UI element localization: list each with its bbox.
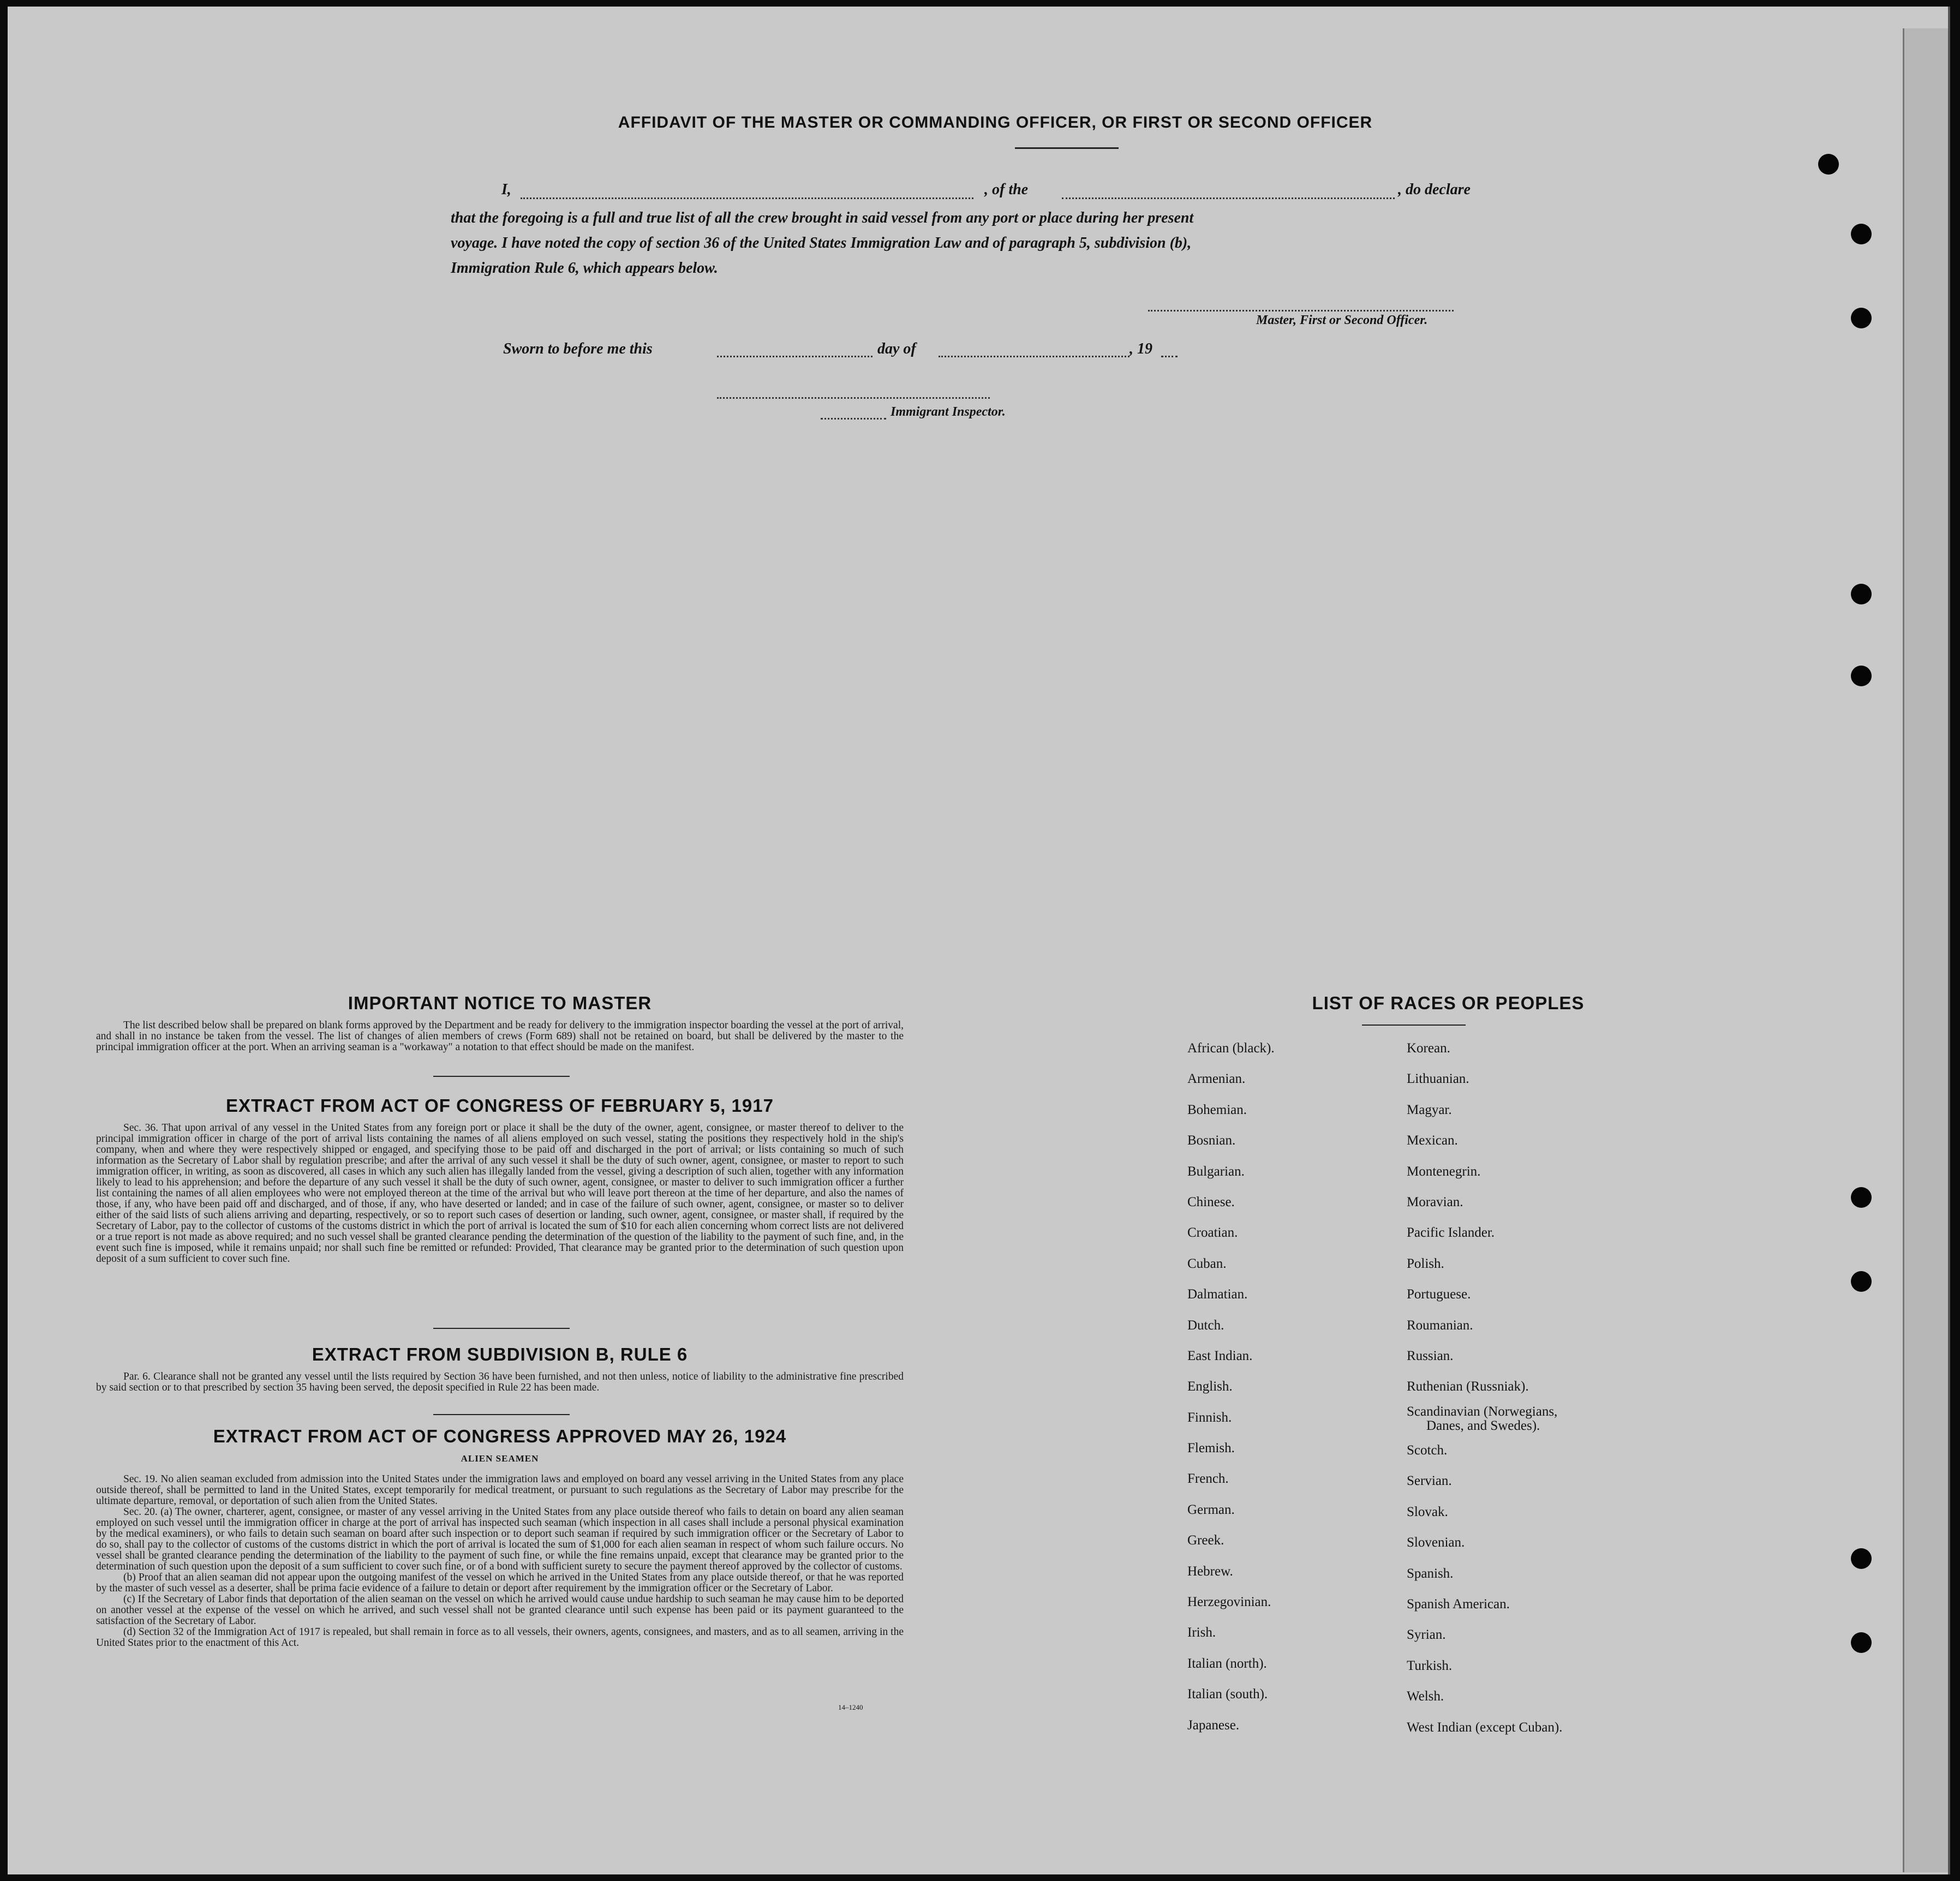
extract-rule6-text [96, 1371, 904, 1393]
binder-hole [1851, 1632, 1872, 1653]
race-item: Pacific Islander. [1407, 1225, 1495, 1241]
race-item: Italian (north). [1187, 1656, 1267, 1671]
binder-hole [1851, 1548, 1872, 1569]
race-item: Polish. [1407, 1256, 1444, 1271]
race-item: Russian. [1407, 1348, 1454, 1363]
inspector-signature-line-2[interactable] [821, 418, 886, 420]
affidavit-title: AFFIDAVIT OF THE MASTER OR COMMANDING OFFICER, OR FIRST OR SECOND OFFICER [618, 113, 1373, 131]
notice-text [96, 1020, 904, 1053]
extract-rule6-title: EXTRACT FROM SUBDIVISION B, RULE 6 [312, 1344, 688, 1364]
section-rule [433, 1328, 570, 1329]
master-signature-label: Master, First or Second Officer. [1256, 313, 1428, 327]
declarant-name-line[interactable] [521, 197, 973, 199]
race-item-line: Scandinavian (Norwegians, [1407, 1404, 1558, 1419]
document-sheet [8, 7, 1950, 1874]
race-item: Dalmatian. [1187, 1287, 1248, 1302]
affidavit-line-1: that the foregoing is a full and true list of all the crew brought in said vessel from any port or place during her present [451, 209, 1194, 226]
race-item: Flemish. [1187, 1441, 1235, 1456]
extract-1924-paragraph: (b) Proof that an alien seaman did not appear upon the outgoing manifest of the vessel on which he arrived in the United States from any place outside thereof, or that he was reported by the master of such vessel as a deserter, shall be prima facie evidence of a failure to detain or deport after requirement by the immigration officer or the Secretary of Labor. [96, 1572, 904, 1594]
binder-hole [1851, 1271, 1872, 1292]
race-item: Bulgarian. [1187, 1164, 1245, 1179]
binder-hole [1851, 1187, 1872, 1208]
extract-1924-text [96, 1474, 904, 1649]
race-item: Japanese. [1187, 1717, 1240, 1733]
race-item: English. [1187, 1379, 1233, 1394]
race-item: Herzegovinian. [1187, 1595, 1271, 1610]
race-item: Servian. [1407, 1473, 1452, 1489]
race-item: Italian (south). [1187, 1687, 1268, 1702]
race-item: Syrian. [1407, 1627, 1446, 1643]
binder-hole [1818, 154, 1839, 175]
race-item: Cuban. [1187, 1256, 1227, 1271]
race-item: Spanish. [1407, 1566, 1454, 1581]
race-item: Magyar. [1407, 1102, 1452, 1117]
sworn-day-line[interactable] [717, 356, 873, 357]
year-label: , 19 [1130, 340, 1152, 357]
race-item: French. [1187, 1471, 1229, 1487]
race-item: Ruthenian (Russniak). [1407, 1379, 1529, 1394]
extract-1917-paragraph: Sec. 36. That upon arrival of any vessel in the United States from any foreign port or place it shall be the duty of the owner, agent, consignee, or master thereof to deliver to the principal immigration officer in charge of the port of arrival lists containing the names of all aliens employed on such vessel, stating the positions they respectively hold in the ship's company, when and where they were respectively shipped or engaged, and specifying those to be paid off and discharged in the port of arrival; or lists containing so much of such information as the Secretary of Labor shall by regulation prescribe; and after the arrival of any such vessel it shall be the duty of such owner, agent, consignee, or master to report to such immigration officer, in writing, as soon as discovered, all cases in which any such alien has illegally landed from the vessel, giving a description of such alien, together with any information likely to lead to his apprehension; and before the departure of any such vessel it shall be the duty of such owner, agent, consignee, or master to deliver to such immigration officer a further list containing the names of all alien employees who were not employed thereon at the time of the arrival but who will leave port thereon at the time of her departure, and also the names of those, if any, who have been paid off and discharged, and of those, if any, who have deserted or landed; and in case of the failure of such owner, agent, consignee, or master so to deliver either of the said lists of such aliens arriving and departing, respectively, or so to report such cases of desertion or landing, such owner, agent, consignee, or master shall, if required by the Secretary of Labor, pay to the collector of customs of the customs district in which the port of arrival is located the sum of $10 for each alien concerning whom correct lists are not delivered or a true report is not made as above required; and no such vessel shall be granted clearance pending the determination of the question of the liability to the payment of such fine, and, in the event such fine is imposed, while it remains unpaid; nor shall such fine be remitted or refunded: Provided, That clearance may be granted prior to the determination of such question upon deposit of a sum sufficient to cover such fine. [96, 1122, 904, 1265]
race-item: Portuguese. [1407, 1287, 1471, 1302]
races-right-column [1407, 1033, 1562, 1743]
inspector-label: Immigrant Inspector. [891, 405, 1006, 419]
race-item: Spanish American. [1407, 1597, 1510, 1612]
race-item: Bosnian. [1187, 1133, 1236, 1148]
binder-hole [1851, 224, 1872, 244]
extract-1924-paragraph: (d) Section 32 of the Immigration Act of 1917 is repealed, but shall remain in force as to all vessels, their owners, agents, consignees, and masters, and as to all seamen, arriving in the United States prior to the enactment of this Act. [96, 1626, 904, 1649]
binder-hole [1851, 666, 1872, 686]
section-rule [433, 1076, 570, 1077]
race-item [1407, 1403, 1562, 1435]
race-item: African (black). [1187, 1041, 1275, 1056]
notice-paragraph: The list described below shall be prepared on blank forms approved by the Department and be ready for delivery to the immigration inspector boarding the vessel at the port of arrival, and shall in no instance be taken from the vessel. The list of changes of alien members of crews (Form 689) shall not be retained on board, but shall be delivered by the master to the principal immigration officer at the port. When an arriving seaman is a "workaway" a notation to that effect should be made on the manifest. [96, 1020, 904, 1053]
race-item: Croatian. [1187, 1225, 1238, 1241]
race-item: Dutch. [1187, 1317, 1224, 1333]
do-declare-label: , do declare [1398, 181, 1471, 198]
race-item: Slovak. [1407, 1504, 1448, 1519]
race-item: Chinese. [1187, 1194, 1235, 1209]
binder-hole [1851, 308, 1872, 328]
sworn-month-line[interactable] [939, 356, 1130, 357]
affidavit-line-2: voyage. I have noted the copy of section 36 of the United States Immigration Law and of paragraph 5, subdivision (b), [451, 235, 1192, 251]
race-item: West Indian (except Cuban). [1407, 1720, 1563, 1735]
race-item: Scotch. [1407, 1443, 1448, 1458]
extract-1924-title: EXTRACT FROM ACT OF CONGRESS APPROVED MAY 26, 1924 [213, 1426, 787, 1446]
of-the-label: , of the [984, 181, 1029, 198]
races-left-column [1187, 1033, 1275, 1741]
affidavit-line-3: Immigration Rule 6, which appears below. [451, 260, 718, 277]
extract-1917-title: EXTRACT FROM ACT OF CONGRESS OF FEBRUARY 5, 1917 [226, 1095, 774, 1116]
extract-1924-paragraph: Sec. 19. No alien seaman excluded from admission into the United States under the immigration laws and employed on board any vessel arriving in the United States from any place outside thereof, shall be permitted to land in the United States, except temporarily for medical treatment, or pursuant to such regulations as the Secretary of Labor may prescribe for the ultimate departure, removal, or deportation of such alien from the United States. [96, 1473, 904, 1507]
race-item: Roumanian. [1407, 1317, 1473, 1333]
race-item: Moravian. [1407, 1194, 1463, 1209]
race-item: German. [1187, 1502, 1235, 1517]
race-item: Greek. [1187, 1533, 1224, 1548]
extract-1924-paragraph: Sec. 20. (a) The owner, charterer, agent, consignee, or master of any vessel arriving in the United States from any place outside thereof who fails to detain on board any alien seaman employed on such vessel until the immigration officer in charge at the port of arrival has inspected such seaman (which inspection in all cases shall include a personal physical examination by the medical examiners), or who fails to detain such seaman on board after such inspection or to deport such seaman if required by such immigration officer or the Secretary of Labor to do so, shall pay to the collector of customs of the customs district in which the port of arrival is located the sum of $1,000 for each alien seaman in respect of whom such failure occurs. No vessel shall be granted clearance pending the determination of the liability to the payment of such fine, or while the fine remains unpaid, except that clearance may be granted prior to the determination of such question upon the deposit of a sum sufficient to cover such fine, or of a bond with sufficient surety to secure the payment thereof approved by the collector of customs. [96, 1506, 904, 1572]
race-item: Hebrew. [1187, 1563, 1233, 1579]
extract-rule6-paragraph: Par. 6. Clearance shall not be granted any vessel until the lists required by Section 36 have been furnished, and not then unless, notice of liability to the administrative fine prescribed by said section or to that prescribed by section 35 having been served, the deposit specified in Rule 22 has been made. [96, 1371, 904, 1393]
race-item: Irish. [1187, 1625, 1216, 1640]
master-signature-line[interactable] [1148, 310, 1454, 311]
races-title-rule [1362, 1025, 1466, 1026]
notice-title: IMPORTANT NOTICE TO MASTER [348, 993, 652, 1013]
underlying-page-edge [1903, 28, 1948, 1872]
extract-1924-subtitle: ALIEN SEAMEN [461, 1453, 539, 1464]
race-item: Welsh. [1407, 1689, 1444, 1704]
race-item: Slovenian. [1407, 1535, 1465, 1550]
binder-hole [1851, 584, 1872, 604]
race-item: Finnish. [1187, 1410, 1232, 1425]
inspector-signature-line[interactable] [717, 397, 990, 399]
race-item: Korean. [1407, 1041, 1450, 1056]
race-item: Turkish. [1407, 1658, 1453, 1673]
section-rule [433, 1414, 570, 1415]
race-item: Mexican. [1407, 1133, 1458, 1148]
form-number: 14–1240 [838, 1703, 863, 1711]
extract-1924-paragraph: (c) If the Secretary of Labor finds that deportation of the alien seaman on the vessel on which he arrived would cause undue hardship to such seaman he may cause him to be deported on another vessel at the expense of the vessel on which he arrived, and such vessel shall not be granted clearance until such expense has been paid or its payment guaranteed to the satisfaction of the Secretary of Labor. [96, 1594, 904, 1627]
race-item: East Indian. [1187, 1348, 1253, 1363]
vessel-name-line[interactable] [1062, 197, 1395, 199]
extract-1917-text [96, 1123, 904, 1265]
race-item: Lithuanian. [1407, 1071, 1469, 1087]
race-item: Bohemian. [1187, 1102, 1247, 1117]
sworn-year-line[interactable] [1161, 356, 1178, 357]
races-title: LIST OF RACES OR PEOPLES [1312, 993, 1585, 1013]
race-item: Montenegrin. [1407, 1164, 1481, 1179]
sworn-label: Sworn to before me this [503, 340, 653, 357]
title-rule [1015, 147, 1119, 149]
race-item: Armenian. [1187, 1071, 1246, 1087]
day-of-label: day of [877, 340, 916, 357]
race-item-line: Danes, and Swedes). [1426, 1418, 1540, 1433]
declarant-prefix: I, [501, 181, 511, 198]
